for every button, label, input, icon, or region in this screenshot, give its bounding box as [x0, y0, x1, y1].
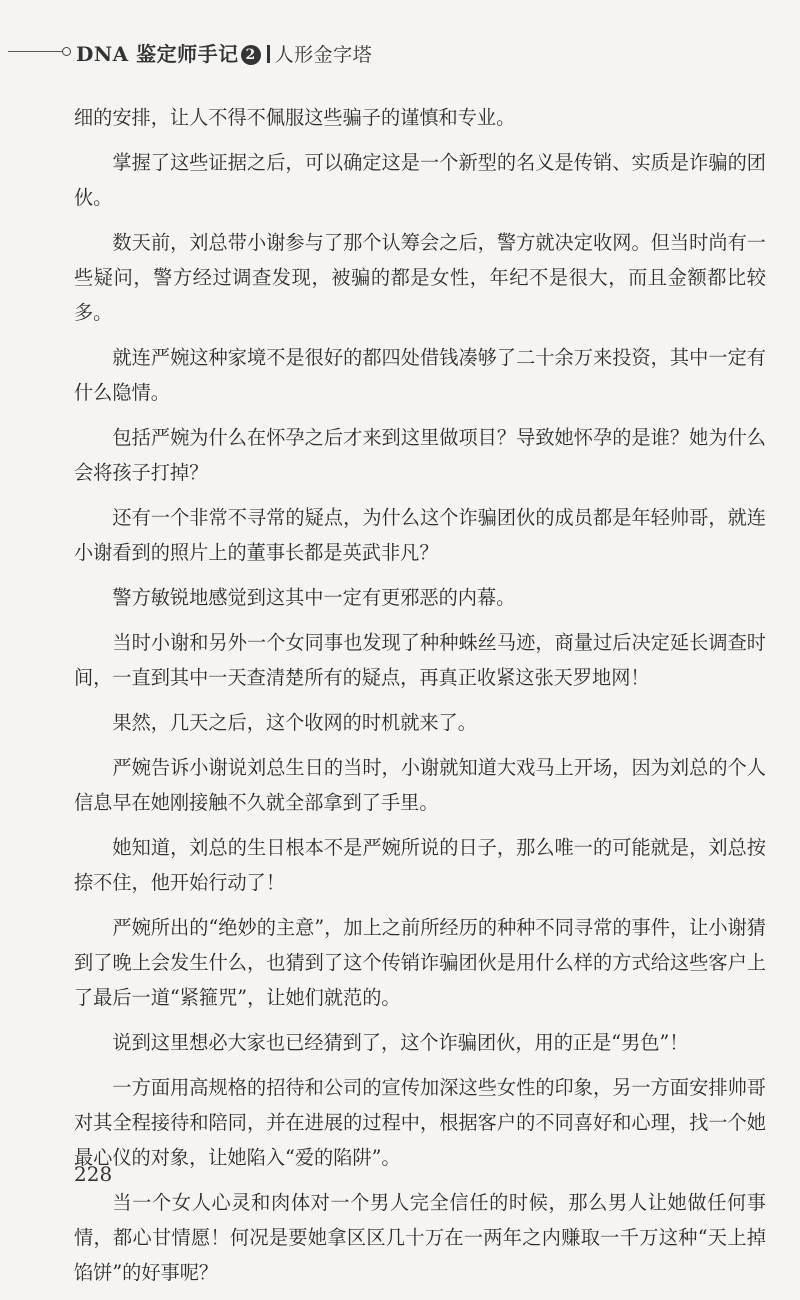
paragraph: 数天前，刘总带小谢参与了那个认筹会之后，警方就决定收网。但当时尚有一些疑问，警方经过调查发现，被骗的都是女性，年纪不是很大，而且金额都比较多。 — [74, 231, 766, 324]
header-separator — [267, 45, 270, 63]
page-body — [74, 100, 766, 1300]
paragraph: 严婉所出的“绝妙的主意”，加上之前所经历的种种不同寻常的事件，让小谢猜到了晚上会发生什么，也猜到了这个传销诈骗团伙是用什么样的方式给这些客户上了最后一道“紧箍咒”，让她们就范的。 — [74, 916, 766, 1009]
paragraph: 她知道，刘总的生日根本不是严婉所说的日子，那么唯一的可能就是，刘总按捺不住，他开始行动了！ — [74, 836, 766, 894]
paragraph: 当时小谢和另外一个女同事也发现了种种蛛丝马迹，商量过后决定延长调查时间，一直到其中一天查清楚所有的疑点，再真正收紧这张天罗地网！ — [74, 631, 766, 689]
book-title: DNA 鉴定师手记 — [76, 42, 239, 66]
header-circle-ornament — [62, 47, 71, 56]
page-number: 228 — [74, 1162, 113, 1186]
paragraph: 警方敏锐地感觉到这其中一定有更邪恶的内幕。 — [112, 586, 516, 609]
paragraph: 就连严婉这种家境不是很好的都四处借钱凑够了二十余万来投资，其中一定有什么隐情。 — [74, 346, 766, 404]
paragraph: 严婉告诉小谢说刘总生日的当时，小谢就知道大戏马上开场，因为刘总的个人信息早在她刚接触不久就全部拿到了手里。 — [74, 756, 766, 814]
running-header — [0, 38, 800, 66]
header-rule — [8, 51, 64, 52]
paragraph: 细的安排，让人不得不佩服这些骗子的谨慎和专业。 — [74, 106, 516, 129]
header-text — [76, 38, 372, 67]
volume-number-badge: 2 — [241, 45, 261, 65]
paragraph: 包括严婉为什么在怀孕之后才来到这里做项目？导致她怀孕的是谁？她为什么会将孩子打掉？ — [74, 426, 766, 484]
paragraph: 说到这里想必大家也已经猜到了，这个诈骗团伙，用的正是“男色”！ — [112, 1031, 689, 1054]
paragraph: 当一个女人心灵和肉体对一个男人完全信任的时候，那么男人让她做任何事情，都心甘情愿！何况是要她拿区区几十万在一两年之内赚取一千万这种“天上掉馅饼”的好事呢？ — [74, 1191, 766, 1284]
paragraph: 一方面用高规格的招待和公司的宣传加深这些女性的印象，另一方面安排帅哥对其全程接待和陪同，并在进展的过程中，根据客户的不同喜好和心理，找一个她最心仪的对象，让她陷入“爱的陷阱”。 — [74, 1076, 766, 1169]
paragraph: 果然，几天之后，这个收网的时机就来了。 — [112, 711, 477, 734]
paragraph: 掌握了这些证据之后，可以确定这是一个新型的名义是传销、实质是诈骗的团伙。 — [74, 151, 766, 209]
book-subtitle: 人形金字塔 — [274, 44, 373, 66]
paragraph: 还有一个非常不寻常的疑点，为什么这个诈骗团伙的成员都是年轻帅哥，就连小谢看到的照片上的董事长都是英武非凡？ — [74, 506, 766, 564]
